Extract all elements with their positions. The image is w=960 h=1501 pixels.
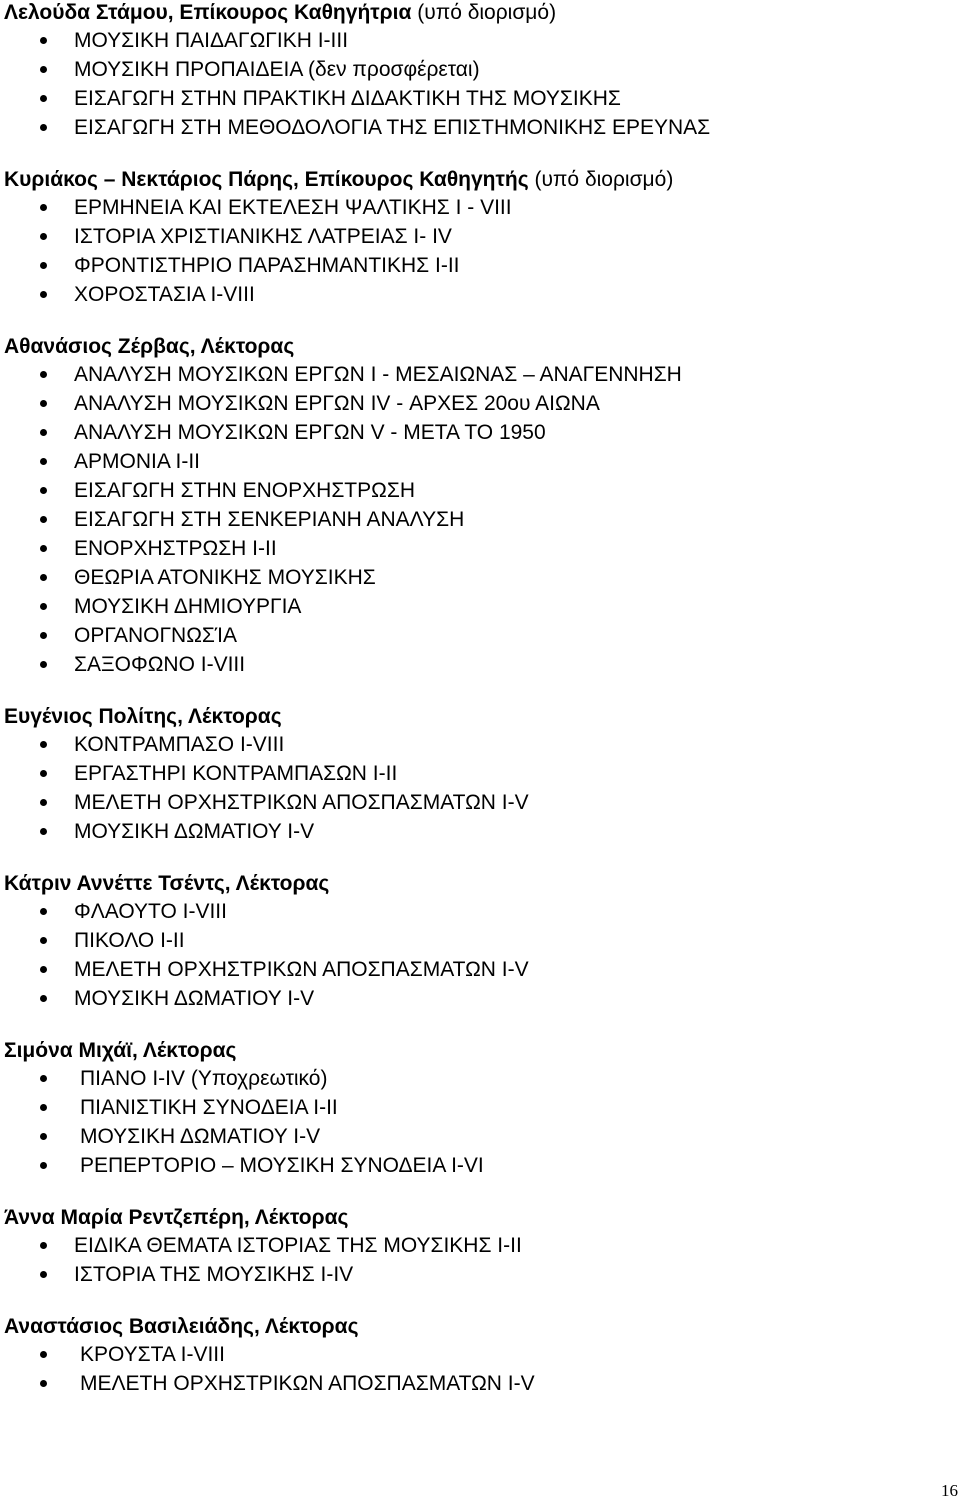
list-item	[4, 1340, 954, 1369]
bullet-icon	[40, 400, 47, 407]
bullet-icon	[40, 1351, 47, 1358]
course-title: ΦΛΑΟΥΤΟ I-VIII	[74, 900, 227, 923]
staff-heading	[4, 0, 954, 26]
bullet-icon	[40, 487, 47, 494]
staff-note: (υπό διορισμό)	[411, 1, 557, 24]
list-item	[4, 1231, 954, 1260]
list-item	[4, 650, 954, 679]
bullet-icon	[40, 371, 47, 378]
list-item	[4, 1260, 954, 1289]
staff-section	[4, 1038, 954, 1180]
list-item	[4, 505, 954, 534]
course-list	[4, 193, 954, 309]
course-title: ΑΝΑΛΥΣΗ ΜΟΥΣΙΚΩΝ ΕΡΓΩΝ I - ΜΕΣΑΙΩΝΑΣ – ΑΝΑΓΕΝΝΗΣΗ	[74, 363, 682, 386]
staff-name: Κυριάκος – Νεκτάριος Πάρης, Επίκουρος Καθηγητής	[4, 168, 529, 191]
list-item	[4, 113, 954, 142]
staff-name: Σιμόνα Μιχάϊ, Λέκτορας	[4, 1039, 237, 1062]
bullet-icon	[40, 291, 47, 298]
list-item	[4, 389, 954, 418]
bullet-icon	[40, 233, 47, 240]
course-title: ΕΙΔΙΚΑ ΘΕΜΑΤΑ ΙΣΤΟΡΙΑΣ ΤΗΣ ΜΟΥΣΙΚΗΣ I-II	[74, 1234, 522, 1257]
course-title: ΜΟΥΣΙΚΗ ΔΩΜΑΤΙΟΥ I-V	[80, 1125, 321, 1148]
course-list	[4, 1231, 954, 1289]
course-title: ΠΙΚΟΛΟ I-II	[74, 929, 185, 952]
list-item	[4, 759, 954, 788]
course-list	[4, 360, 954, 679]
staff-heading	[4, 1205, 954, 1231]
list-item	[4, 1369, 954, 1398]
list-item	[4, 897, 954, 926]
course-title: ΙΣΤΟΡΙΑ ΧΡΙΣΤΙΑΝΙΚΗΣ ΛΑΤΡΕΙΑΣ Ι- ΙV	[74, 225, 452, 248]
staff-name: Άννα Μαρία Ρεντζεπέρη, Λέκτορας	[4, 1206, 349, 1229]
staff-name: Αθανάσιος Ζέρβας, Λέκτορας	[4, 335, 295, 358]
bullet-icon	[40, 632, 47, 639]
bullet-icon	[40, 799, 47, 806]
staff-heading	[4, 1314, 954, 1340]
list-item	[4, 817, 954, 846]
staff-section	[4, 871, 954, 1013]
course-list	[4, 730, 954, 846]
course-title: ΕΙΣΑΓΩΓΗ ΣΤΗ ΜΕΘΟΔΟΛΟΓΙΑ ΤΗΣ ΕΠΙΣΤΗΜΟΝΙΚΗΣ ΕΡΕΥΝΑΣ	[74, 116, 711, 139]
course-title: ΚΟΝΤΡΑΜΠΑΣΟ I-VIII	[74, 733, 285, 756]
bullet-icon	[40, 204, 47, 211]
list-item	[4, 1151, 954, 1180]
course-title: ΦΡΟΝΤΙΣΤΗΡΙΟ ΠΑΡΑΣΗΜΑΝΤΙΚΗΣ Ι-ΙΙ	[74, 254, 460, 277]
staff-section	[4, 704, 954, 846]
list-item	[4, 251, 954, 280]
bullet-icon	[40, 741, 47, 748]
bullet-icon	[40, 545, 47, 552]
course-title: ΑΝΑΛΥΣΗ ΜΟΥΣΙΚΩΝ ΕΡΓΩΝ IV - ΑΡΧΕΣ 20ου ΑΙΩΝΑ	[74, 392, 600, 415]
bullet-icon	[40, 37, 47, 44]
staff-name: Κάτριν Αννέττε Τσέντς, Λέκτορας	[4, 872, 330, 895]
course-list	[4, 1340, 954, 1398]
list-item	[4, 592, 954, 621]
bullet-icon	[40, 1242, 47, 1249]
course-title: ΕΡΜΗΝΕΙΑ ΚΑΙ ΕΚΤΕΛΕΣΗ ΨΑΛΤΙΚΗΣ Ι - VIII	[74, 196, 512, 219]
list-item	[4, 447, 954, 476]
bullet-icon	[40, 937, 47, 944]
course-title: ΠΙΑΝΙΣΤΙΚΗ ΣΥΝΟΔΕΙΑ I-II	[80, 1096, 338, 1119]
bullet-icon	[40, 516, 47, 523]
bullet-icon	[40, 124, 47, 131]
course-title: ΕΝΟΡΧΗΣΤΡΩΣΗ I-II	[74, 537, 277, 560]
bullet-icon	[40, 95, 47, 102]
list-item	[4, 418, 954, 447]
staff-name: Αναστάσιος Βασιλειάδης, Λέκτορας	[4, 1315, 359, 1338]
bullet-icon	[40, 458, 47, 465]
course-title: ΘΕΩΡΙΑ ΑΤΟΝΙΚΗΣ ΜΟΥΣΙΚΗΣ	[74, 566, 376, 589]
staff-heading	[4, 871, 954, 897]
course-title: ΡΕΠΕΡΤΟΡΙΟ – ΜΟΥΣΙΚΗ ΣΥΝΟΔΕΙΑ I-VI	[80, 1154, 484, 1177]
list-item	[4, 1093, 954, 1122]
list-item	[4, 621, 954, 650]
bullet-icon	[40, 574, 47, 581]
list-item	[4, 280, 954, 309]
page-number: 16	[941, 1481, 958, 1500]
course-title: ΜΕΛΕΤΗ ΟΡΧΗΣΤΡΙΚΩΝ ΑΠΟΣΠΑΣΜΑΤΩΝ I-V	[74, 791, 529, 814]
staff-name: Ευγένιος Πολίτης, Λέκτορας	[4, 705, 282, 728]
bullet-icon	[40, 262, 47, 269]
course-title: ΟΡΓΑΝΟΓΝΩΣΊΑ	[74, 624, 237, 647]
document-body	[4, 0, 954, 1423]
staff-section	[4, 334, 954, 679]
course-title: ΑΝΑΛΥΣΗ ΜΟΥΣΙΚΩΝ ΕΡΓΩΝ V - ΜΕΤΑ ΤΟ 1950	[74, 421, 546, 444]
bullet-icon	[40, 1162, 47, 1169]
course-title: ΜΟΥΣΙΚΗ ΔΩΜΑΤΙΟΥ I-V	[74, 820, 315, 843]
course-title: ΕΡΓΑΣΤΗΡΙ ΚΟΝΤΡΑΜΠΑΣΩΝ I-II	[74, 762, 398, 785]
bullet-icon	[40, 908, 47, 915]
course-title: ΧΟΡΟΣΤΑΣΙΑ Ι-VIII	[74, 283, 255, 306]
course-title: ΜΟΥΣΙΚΗ ΠΡΟΠΑΙΔΕΙΑ (δεν προσφέρεται)	[74, 58, 480, 81]
bullet-icon	[40, 661, 47, 668]
list-item	[4, 730, 954, 759]
course-title: ΕΙΣΑΓΩΓΗ ΣΤΗΝ ΠΡΑΚΤΙΚΗ ΔΙΔΑΚΤΙΚΗ ΤΗΣ ΜΟΥΣΙΚΗΣ	[74, 87, 621, 110]
course-title: ΠΙΑΝΟ I-IV (Υποχρεωτικό)	[80, 1067, 328, 1090]
list-item	[4, 955, 954, 984]
bullet-icon	[40, 1380, 47, 1387]
course-title: ΙΣΤΟΡΙΑ ΤΗΣ ΜΟΥΣΙΚΗΣ I-IV	[74, 1263, 354, 1286]
staff-section	[4, 1205, 954, 1289]
list-item	[4, 534, 954, 563]
staff-heading	[4, 1038, 954, 1064]
bullet-icon	[40, 1133, 47, 1140]
course-list	[4, 1064, 954, 1180]
staff-section	[4, 167, 954, 309]
list-item	[4, 984, 954, 1013]
bullet-icon	[40, 1075, 47, 1082]
course-title: ΜΕΛΕΤΗ ΟΡΧΗΣΤΡΙΚΩΝ ΑΠΟΣΠΑΣΜΑΤΩΝ I-V	[74, 958, 529, 981]
list-item	[4, 84, 954, 113]
bullet-icon	[40, 429, 47, 436]
staff-heading	[4, 704, 954, 730]
course-title: ΜΟΥΣΙΚΗ ΠΑΙΔΑΓΩΓΙΚΗ I-III	[74, 29, 349, 52]
list-item	[4, 563, 954, 592]
course-title: ΜΟΥΣΙΚΗ ΔΩΜΑΤΙΟΥ I-V	[74, 987, 315, 1010]
list-item	[4, 926, 954, 955]
bullet-icon	[40, 1104, 47, 1111]
list-item	[4, 788, 954, 817]
course-title: ΣΑΞΟΦΩΝΟ I-VIII	[74, 653, 246, 676]
course-list	[4, 897, 954, 1013]
staff-section	[4, 0, 954, 142]
course-title: ΑΡΜΟΝΙΑ I-II	[74, 450, 201, 473]
staff-heading	[4, 167, 954, 193]
course-title: ΕΙΣΑΓΩΓΗ ΣΤΗ ΣΕΝΚΕΡΙΑΝΗ ΑΝΑΛΥΣΗ	[74, 508, 465, 531]
list-item	[4, 476, 954, 505]
bullet-icon	[40, 1271, 47, 1278]
bullet-icon	[40, 995, 47, 1002]
course-title: ΜΕΛΕΤΗ ΟΡΧΗΣΤΡΙΚΩΝ ΑΠΟΣΠΑΣΜΑΤΩΝ I-V	[80, 1372, 535, 1395]
list-item	[4, 26, 954, 55]
course-title: ΜΟΥΣΙΚΗ ΔΗΜΙΟΥΡΓΙΑ	[74, 595, 302, 618]
list-item	[4, 55, 954, 84]
staff-note: (υπό διορισμό)	[528, 168, 674, 191]
bullet-icon	[40, 828, 47, 835]
staff-heading	[4, 334, 954, 360]
bullet-icon	[40, 966, 47, 973]
staff-section	[4, 1314, 954, 1398]
list-item	[4, 1122, 954, 1151]
list-item	[4, 1064, 954, 1093]
staff-name: Λελούδα Στάμου, Επίκουρος Καθηγήτρια	[4, 1, 412, 24]
course-title: ΕΙΣΑΓΩΓΗ ΣΤΗΝ ΕΝΟΡΧΗΣΤΡΩΣΗ	[74, 479, 415, 502]
course-title: ΚΡΟΥΣΤΑ I-VIII	[80, 1343, 225, 1366]
list-item	[4, 360, 954, 389]
list-item	[4, 222, 954, 251]
bullet-icon	[40, 66, 47, 73]
list-item	[4, 193, 954, 222]
bullet-icon	[40, 770, 47, 777]
bullet-icon	[40, 603, 47, 610]
course-list	[4, 26, 954, 142]
